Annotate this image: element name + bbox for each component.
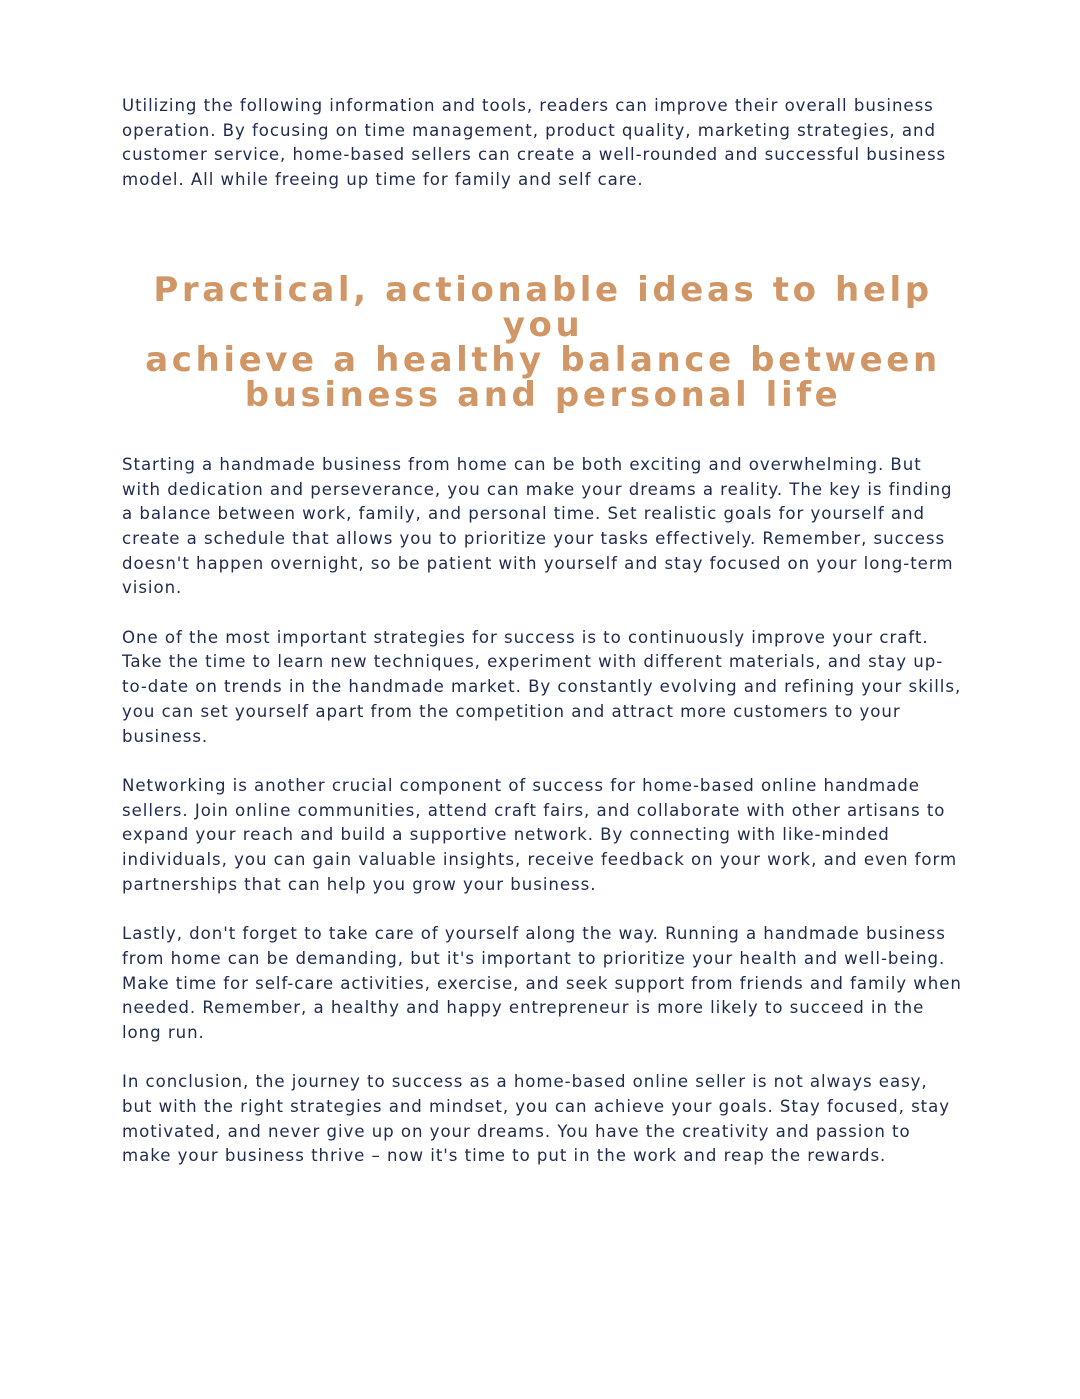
section-heading-line-1: Practical, actionable ideas to help you: [153, 269, 933, 345]
body-paragraph-2: One of the most important strategies for success is to continuously improve your craft. Take the time to learn new techniques, experiment with different materials, and stay up-to-date on trends in the handmade market. By constantly evolving and refining your skills, you can set yourself apart from the competition and attract more customers to your business.: [122, 627, 962, 746]
document-content: [122, 94, 964, 1194]
intro-paragraph: Utilizing the following information and tools, readers can improve their overall business operation. By focusing on time management, product quality, marketing strategies, and customer service, home-based sellers can create a well-rounded and successful business model. All while freeing up time for family and self care.: [122, 96, 947, 190]
body-paragraph-1: Starting a handmade business from home can be both exciting and overwhelming. But with dedication and perseverance, you can make your dreams a reality. The key is finding a balance between work, family, and personal time. Set realistic goals for yourself and create a schedule that allows you to prioritize your tasks effectively. Remember, success doesn't happen overnight, so be patient with yourself and stay focused on your long-term vision.: [122, 454, 954, 598]
section-heading-line-3: business and personal life: [244, 374, 842, 415]
section-heading-line-2: achieve a healthy balance between: [145, 339, 941, 380]
body-paragraph-4: Lastly, don't forget to take care of yourself along the way. Running a handmade business from home can be demanding, but it's important to prioritize your health and well-being. Make time for self-care activities, exercise, and seek support from friends and family when needed. Remember, a healthy and happy entrepreneur is more likely to succeed in the long run.: [122, 924, 962, 1042]
section-heading: [122, 269, 964, 415]
body-paragraph-5: In conclusion, the journey to success as a home-based online seller is not always easy, but with the right strategies and mindset, you can achieve your goals. Stay focused, stay motivated, and never give up on your dreams. You have the creativity and passion to make your business thrive – now it's time to put in the work and reap the rewards.: [122, 1072, 951, 1166]
body-paragraph-3: Networking is another crucial component of success for home-based online handmade sellers. Join online communities, attend craft fairs, and collaborate with other artisans to expand your reach and build a supportive network. By connecting with like-minded individuals, you can gain valuable insights, receive feedback on your work, and even form partnerships that can help you grow your business.: [122, 775, 958, 894]
